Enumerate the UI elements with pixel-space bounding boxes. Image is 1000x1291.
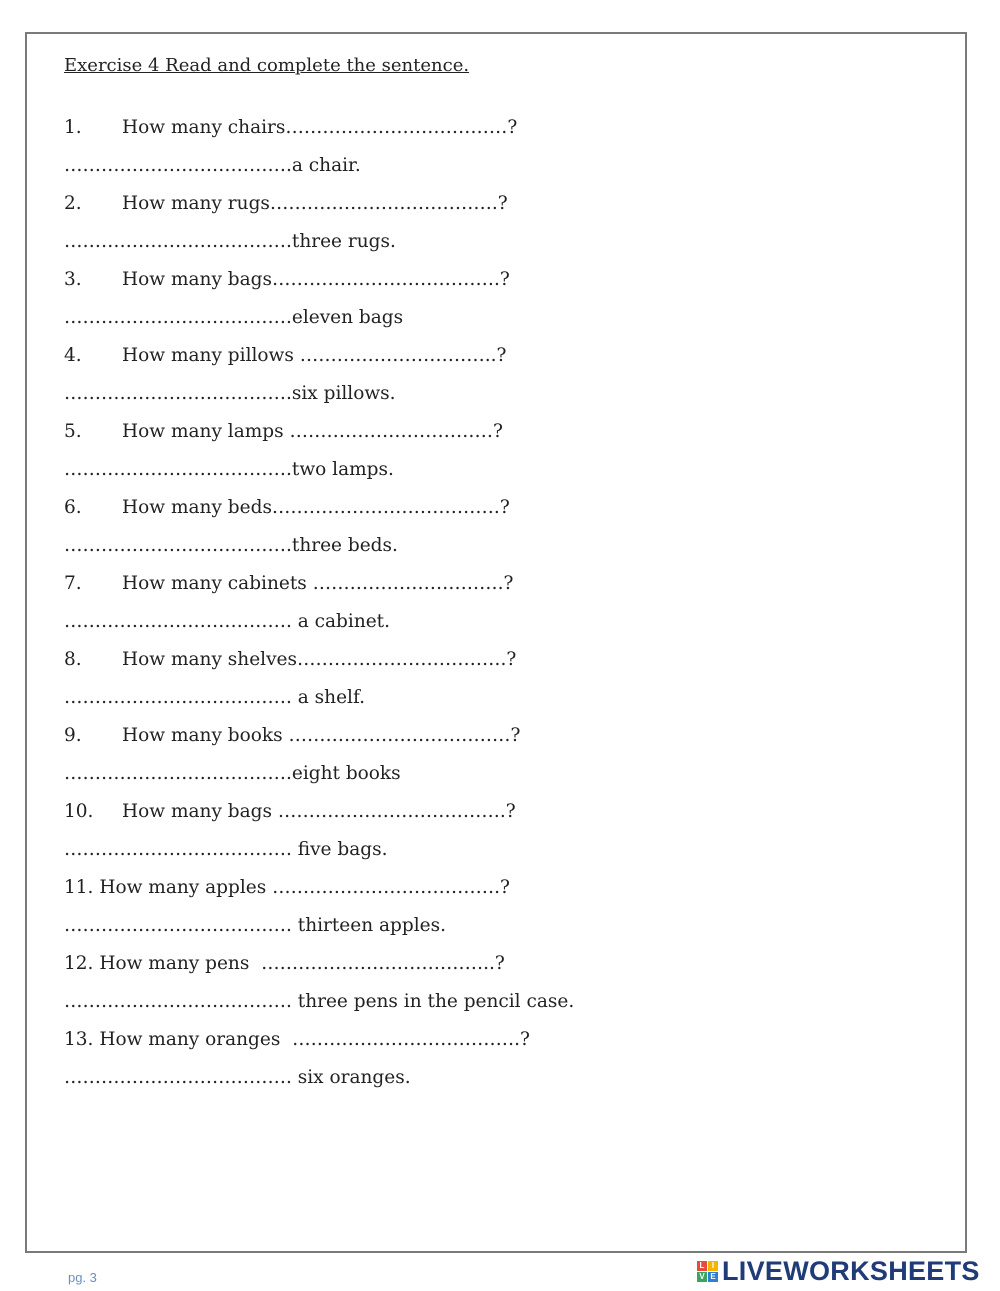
question-text: How many cabinets ………………………….? [122,573,514,594]
question-line [64,648,944,686]
item-3 [64,268,944,344]
question-line [64,344,944,382]
question-line [64,420,944,458]
question-text: How many books ………………………………? [122,725,521,746]
answer-line: ………………………………. six oranges. [64,1067,411,1088]
question-line [64,572,944,610]
question-text: How many chairs………………………………? [122,117,518,138]
worksheet-content [64,54,944,1104]
question-number: 7. [64,573,82,594]
question-text: How many shelves…………………………….? [122,649,517,670]
question-text: How many oranges ……………………………….? [99,1029,530,1050]
question-text: How many beds……………………………….? [122,497,510,518]
item-4 [64,344,944,420]
exercise-title: Exercise 4 Read and complete the sentence. [64,55,470,76]
question-number: 12. [64,953,94,974]
answer-line: ………………………………. three pens in the pencil case. [64,991,575,1012]
question-line [64,268,944,306]
question-text: How many apples ……………………………….? [99,877,510,898]
question-line [64,1028,944,1066]
question-number: 13. [64,1029,94,1050]
item-11 [64,876,944,952]
logo-block-e: E [708,1272,718,1282]
answer-line: ………………………………. a shelf. [64,687,366,708]
question-number: 8. [64,649,82,670]
item-12 [64,952,944,1028]
item-2 [64,192,944,268]
question-number: 2. [64,193,82,214]
answer-line: ……………………………….eleven bags [64,307,404,328]
question-number: 6. [64,497,82,518]
item-10 [64,800,944,876]
question-line [64,800,944,838]
answer-line: ………………………………. thirteen apples. [64,915,446,936]
answer-line: ……………………………….three beds. [64,535,398,556]
item-9 [64,724,944,800]
answer-line: ……………………………….three rugs. [64,231,396,252]
question-line [64,496,944,534]
item-8 [64,648,944,724]
logo-blocks-icon [697,1261,718,1282]
question-number: 10. [64,801,94,822]
logo-block-l: L [697,1261,707,1271]
question-text: How many pens ………………………………..? [99,953,505,974]
question-number: 9. [64,725,82,746]
question-text: How many bags ……………………………….? [122,801,516,822]
question-line [64,116,944,154]
answer-line: ………………………………. five bags. [64,839,388,860]
question-number: 5. [64,421,82,442]
page-number: pg. 3 [68,1270,97,1285]
brand-name: LIVEWORKSHEETS [722,1255,980,1286]
item-7 [64,572,944,648]
answer-line: ……………………………….a chair. [64,155,361,176]
question-text: How many lamps ……………………………? [122,421,503,442]
question-number: 3. [64,269,82,290]
liveworksheets-logo [697,1256,980,1286]
question-text: How many bags……………………………….? [122,269,510,290]
item-5 [64,420,944,496]
question-text: How many rugs……………………………….? [122,193,508,214]
question-line [64,192,944,230]
item-6 [64,496,944,572]
logo-block-v: V [697,1272,707,1282]
question-number: 11. [64,877,94,898]
question-line [64,952,944,990]
answer-line: ………………………………. a cabinet. [64,611,390,632]
answer-line: ……………………………….six pillows. [64,383,396,404]
answer-line: ……………………………….two lamps. [64,459,394,480]
question-text: How many pillows …………………………..? [122,345,507,366]
question-line [64,724,944,762]
question-line [64,876,944,914]
item-13 [64,1028,944,1104]
question-number: 4. [64,345,82,366]
question-number: 1. [64,117,82,138]
logo-block-i: I [708,1261,718,1271]
answer-line: ……………………………….eight books [64,763,401,784]
item-1 [64,116,944,192]
